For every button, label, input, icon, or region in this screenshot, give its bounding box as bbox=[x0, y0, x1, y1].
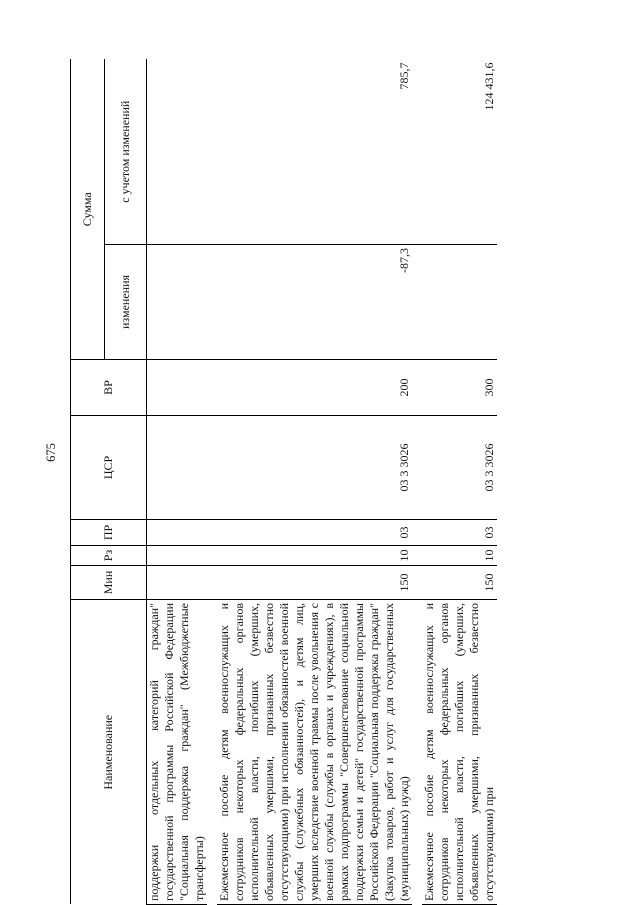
row-ministry: 150 bbox=[217, 566, 412, 600]
header-subsection: ПР bbox=[71, 520, 147, 546]
row-expense-type bbox=[147, 360, 208, 416]
header-expense-type: ВР bbox=[71, 360, 147, 416]
row-expense-type: 300 bbox=[422, 360, 497, 416]
row-with-changes: 124 431,6 bbox=[422, 59, 497, 244]
row-section bbox=[147, 546, 208, 566]
row-expense-type: 200 bbox=[217, 360, 412, 416]
header-name: Наименование bbox=[71, 600, 147, 905]
row-name: поддержки отдельных категорий граждан" государственной программы Российской Федерации "Социальная поддержка граждан" (Межбюджетные трансферты) bbox=[147, 600, 208, 905]
row-with-changes bbox=[147, 59, 208, 244]
header-changes: изменения bbox=[105, 245, 147, 360]
row-subsection: 03 bbox=[422, 520, 497, 546]
row-section: 10 bbox=[217, 546, 412, 566]
header-sum: Сумма bbox=[71, 59, 105, 359]
row-spacer bbox=[412, 59, 422, 904]
row-target-article: 03 3 3026 bbox=[422, 416, 497, 520]
header-target-article: ЦСР bbox=[71, 416, 147, 520]
row-changes bbox=[147, 245, 208, 360]
header-section: Рз bbox=[71, 546, 147, 566]
table-row bbox=[422, 59, 497, 904]
row-changes: -87,3 bbox=[217, 245, 412, 360]
row-target-article bbox=[147, 416, 208, 520]
row-ministry: 150 bbox=[422, 566, 497, 600]
row-name: Ежемесячное пособие детям военнослужащих и сотрудников некоторых федеральных органов исполнительной власти, погибших (умерших, объявленных умершими, признанных безвестно отсутствующими) при bbox=[422, 600, 497, 905]
row-name: Ежемесячное пособие детям военнослужащих и сотрудников некоторых федеральных органов исполнительной власти, погибших (умерших, объявленных умершими, признанных безвестно отсутствующими) при исполнении обязанностей военной службы (служебных обязанностей), и детям лиц, умерших вследствие военной травмы после увольнения с военной службы (службы в органах и учреждениях), в рамках подпрограммы "Совершенствование социальной поддержки семьи и детей" государственной программы Российской Федерации "Социальная поддержка граждан" (Закупка товаров, работ и услуг для государственных (муниципальных) нужд) bbox=[217, 600, 412, 905]
row-spacer bbox=[207, 59, 217, 904]
budget-table bbox=[70, 59, 497, 905]
row-ministry bbox=[147, 566, 208, 600]
row-with-changes: 785,7 bbox=[217, 59, 412, 244]
page-number: 675 bbox=[44, 443, 58, 462]
row-section: 10 bbox=[422, 546, 497, 566]
row-changes bbox=[422, 245, 497, 360]
header-ministry: Мин bbox=[71, 566, 147, 600]
table-row bbox=[217, 59, 412, 904]
row-target-article: 03 3 3026 bbox=[217, 416, 412, 520]
row-subsection: 03 bbox=[217, 520, 412, 546]
row-subsection bbox=[147, 520, 208, 546]
table-row bbox=[147, 59, 208, 904]
header-with-changes: с учетом изменений bbox=[105, 59, 147, 244]
